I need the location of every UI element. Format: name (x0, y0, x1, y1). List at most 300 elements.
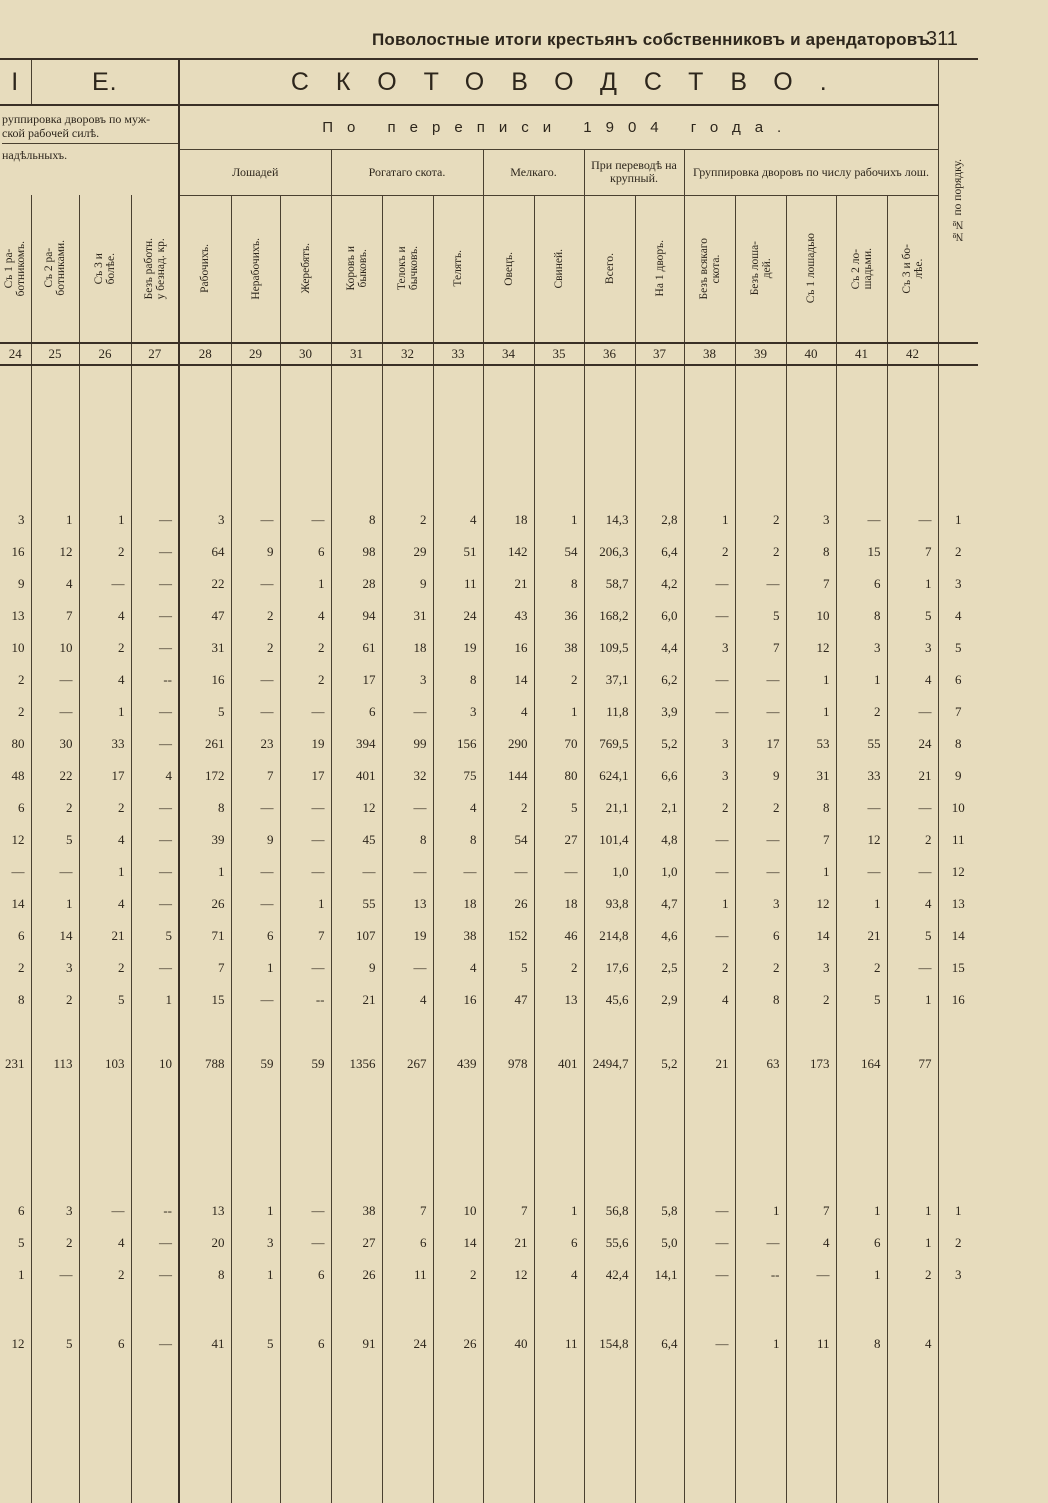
spacer-mid2-cell (79, 1284, 131, 1321)
spacer-top-cell (79, 365, 131, 497)
table-cell: 1 (684, 881, 735, 913)
table-cell: 1 (836, 1188, 887, 1220)
table-cell: 2 (684, 785, 735, 817)
table-cell: 4 (684, 977, 735, 1009)
table-row (0, 817, 978, 849)
spacer-mid-cell (433, 1009, 483, 1041)
spacer-mid2-cell (735, 1284, 786, 1321)
column-number: 30 (280, 343, 331, 365)
table-cell: — (231, 881, 280, 913)
spacer-top-cell (382, 365, 433, 497)
table-cell: 64 (179, 529, 231, 561)
table-cell: — (131, 593, 179, 625)
column-number-blank (938, 343, 978, 365)
table-cell: 4,8 (635, 817, 684, 849)
spacer-mid-cell (887, 1009, 938, 1041)
col-header-32: Телокъ и бычковъ. (382, 195, 433, 343)
table-cell: 11 (534, 1321, 584, 1353)
table-cell: — (280, 1220, 331, 1252)
table-cell: 3 (887, 625, 938, 657)
table-cell: 11 (382, 1252, 433, 1284)
table-cell: 2 (483, 785, 534, 817)
table-cell: 24 (433, 593, 483, 625)
table-cell: 1 (79, 497, 131, 529)
table-cell: 4 (382, 977, 433, 1009)
row-number: 12 (938, 849, 978, 881)
page-number: 311 (926, 28, 958, 50)
table-cell: 4 (79, 657, 131, 689)
table-cell: -- (735, 1252, 786, 1284)
spacer-mid-cell (331, 1009, 382, 1041)
table-cell: 1 (836, 657, 887, 689)
spacer-section-cell (0, 1073, 31, 1188)
table-cell: 18 (382, 625, 433, 657)
table-cell: 21 (483, 561, 534, 593)
table-row (0, 1188, 978, 1220)
col-header-25: Съ 2 ра- ботниками. (31, 195, 79, 343)
table-cell: 8 (735, 977, 786, 1009)
table-cell: 21 (684, 1041, 735, 1073)
column-number: 33 (433, 343, 483, 365)
table-cell: 3 (684, 753, 735, 785)
table-cell: 8 (786, 785, 836, 817)
table-cell: 12 (11, 1335, 25, 1351)
table-cell: 6 (534, 1220, 584, 1252)
table-cell: 55,6 (584, 1220, 635, 1252)
table-cell: 2 (735, 529, 786, 561)
table-cell: — (280, 1188, 331, 1220)
table-row (0, 753, 978, 785)
column-number: 39 (735, 343, 786, 365)
table-cell: 1 (534, 689, 584, 721)
table-cell: 978 (483, 1041, 534, 1073)
row-number: 8 (938, 721, 978, 753)
table-cell: — (331, 849, 382, 881)
table-cell: 10 (11, 639, 25, 655)
table-cell: 2 (887, 817, 938, 849)
spacer-mid2-cell (31, 1284, 79, 1321)
table-cell: 4 (534, 1252, 584, 1284)
table-cell: 14,3 (584, 497, 635, 529)
table-cell: 13 (179, 1188, 231, 1220)
spacer-section-cell (79, 1073, 131, 1188)
column-number: 34 (483, 343, 534, 365)
table-cell: 14 (483, 657, 534, 689)
table-cell: — (382, 945, 433, 977)
table-cell: 16 (483, 625, 534, 657)
spacer-bottom-cell (786, 1353, 836, 1503)
spacer-bottom-cell (735, 1353, 786, 1503)
spacer-mid2-cell (331, 1284, 382, 1321)
table-cell: 11,8 (584, 689, 635, 721)
row-number: 4 (938, 593, 978, 625)
table-cell: 6,4 (635, 529, 684, 561)
table-cell: 2 (887, 1252, 938, 1284)
table-cell: 3 (433, 689, 483, 721)
table-cell: 2 (280, 657, 331, 689)
table-cell: 16 (179, 657, 231, 689)
table-cell: — (79, 1188, 131, 1220)
group-workforce-header: руппировка дворовъ по муж- ской рабочей силѣ. надѣльныхъ. (0, 105, 179, 195)
table-cell: 1 (280, 561, 331, 593)
table-cell: 7 (786, 1188, 836, 1220)
column-number: 31 (331, 343, 382, 365)
table-cell: 5 (836, 977, 887, 1009)
table-cell: 5 (179, 689, 231, 721)
table-cell: — (231, 689, 280, 721)
table-cell: 5 (887, 593, 938, 625)
spacer-mid (0, 1009, 978, 1041)
table-cell: 99 (382, 721, 433, 753)
table-cell: 3 (684, 625, 735, 657)
table-cell: 1 (231, 1252, 280, 1284)
table-cell: — (887, 497, 938, 529)
spacer-top-cell (0, 365, 31, 497)
table-cell: — (382, 689, 433, 721)
table-cell: 1356 (331, 1041, 382, 1073)
table-cell: 71 (179, 913, 231, 945)
table-cell: 4 (79, 593, 131, 625)
table-cell: 13 (11, 607, 25, 623)
table-cell: 9 (231, 817, 280, 849)
table-cell: 164 (836, 1041, 887, 1073)
table-cell: 7 (31, 593, 79, 625)
table-cell: 8 (331, 497, 382, 529)
col-header-27: Безъ работн. у безнад. кр. (131, 195, 179, 343)
table-cell: 109,5 (584, 625, 635, 657)
table-cell: 7 (280, 913, 331, 945)
spacer-top-cell (584, 365, 635, 497)
spacer-mid-cell (584, 1009, 635, 1041)
spacer-section-cell (231, 1073, 280, 1188)
spacer-top-cell (887, 365, 938, 497)
row-number: 14 (938, 913, 978, 945)
table-cell: 152 (483, 913, 534, 945)
table-cell: 28 (331, 561, 382, 593)
table-cell: 2 (31, 785, 79, 817)
table-cell: 1 (786, 689, 836, 721)
table-cell: 6 (331, 689, 382, 721)
spacer-bottom-cell (684, 1353, 735, 1503)
column-number: 42 (887, 343, 938, 365)
table-cell: 24 (382, 1321, 433, 1353)
table-cell: — (231, 785, 280, 817)
table-cell: 5,0 (635, 1220, 684, 1252)
table-cell: — (382, 785, 433, 817)
table-cell: 3 (735, 881, 786, 913)
table-cell: 2 (79, 529, 131, 561)
spacer-section-cell (382, 1073, 433, 1188)
column-number: 41 (836, 343, 887, 365)
table-cell: -- (131, 1188, 179, 1220)
table-cell: 94 (331, 593, 382, 625)
table-cell: — (280, 497, 331, 529)
table-cell: 5 (483, 945, 534, 977)
table-cell: 42,4 (584, 1252, 635, 1284)
spacer-bottom-cell (179, 1353, 231, 1503)
table-cell: 77 (887, 1041, 938, 1073)
table-cell: 14 (11, 895, 25, 911)
table-cell: 4,2 (635, 561, 684, 593)
table-cell: 1 (887, 1220, 938, 1252)
table-cell: 6 (18, 799, 25, 815)
table-cell: — (836, 785, 887, 817)
spacer-bottom-cell (231, 1353, 280, 1503)
table-cell: 36 (534, 593, 584, 625)
spacer-section-cell (534, 1073, 584, 1188)
table-cell: 21 (887, 753, 938, 785)
spacer-mid-cell (382, 1009, 433, 1041)
spacer-bottom-cell (331, 1353, 382, 1503)
table-cell: — (280, 849, 331, 881)
spacer-section-cell (938, 1073, 978, 1188)
table-cell: — (735, 689, 786, 721)
table-cell: 18 (433, 881, 483, 913)
table-cell: — (131, 561, 179, 593)
table-cell: 10 (131, 1041, 179, 1073)
row-number: 13 (938, 881, 978, 913)
table-cell: 4 (433, 945, 483, 977)
spacer-section-cell (131, 1073, 179, 1188)
column-numbers-row (0, 343, 978, 365)
table-cell: 1 (79, 689, 131, 721)
table-cell: 7 (382, 1188, 433, 1220)
table-cell: 43 (483, 593, 534, 625)
row-number: 2 (938, 529, 978, 561)
col-header-38: Безъ всякаго скота. (684, 195, 735, 343)
total-row (0, 1321, 978, 1353)
spacer-mid-cell (938, 1009, 978, 1041)
table-cell: 11 (786, 1321, 836, 1353)
col-header-36: Всего. (584, 195, 635, 343)
column-number: 28 (179, 343, 231, 365)
table-cell: 7 (786, 561, 836, 593)
table-cell: — (786, 1252, 836, 1284)
table-cell: — (684, 689, 735, 721)
table-cell: 11 (433, 561, 483, 593)
column-number: 35 (534, 343, 584, 365)
spacer-mid2-cell (635, 1284, 684, 1321)
spacer-mid-cell (684, 1009, 735, 1041)
section-title: СКОТОВОДСТВО. (179, 59, 938, 105)
table-cell: 38 (534, 625, 584, 657)
cattle-header: Рогатаго скота. (331, 149, 483, 195)
table-cell: 2,8 (635, 497, 684, 529)
spacer-bottom-cell (938, 1353, 978, 1503)
table-cell: — (231, 977, 280, 1009)
table-cell: — (887, 689, 938, 721)
table-cell: — (231, 849, 280, 881)
table-cell: 7 (887, 529, 938, 561)
table-cell: — (483, 849, 534, 881)
spacer-section-cell (584, 1073, 635, 1188)
spacer-mid-cell (0, 1009, 31, 1041)
spacer-mid-cell (735, 1009, 786, 1041)
table-cell: 80 (534, 753, 584, 785)
spacer-bottom-cell (382, 1353, 433, 1503)
table-cell: 2 (534, 945, 584, 977)
table-cell: 6,4 (635, 1321, 684, 1353)
table-cell: 63 (735, 1041, 786, 1073)
table-cell: — (131, 881, 179, 913)
table-cell: 5 (534, 785, 584, 817)
table-cell: 206,3 (584, 529, 635, 561)
table-cell: 59 (280, 1041, 331, 1073)
spacer-section-cell (635, 1073, 684, 1188)
table-cell: 2,9 (635, 977, 684, 1009)
spacer-bottom-cell (887, 1353, 938, 1503)
table-cell: 5 (79, 977, 131, 1009)
table-cell: 8 (179, 1252, 231, 1284)
table-cell: 5,2 (635, 1041, 684, 1073)
table-cell: 113 (31, 1041, 79, 1073)
table-cell: 1 (280, 881, 331, 913)
table-cell: — (280, 817, 331, 849)
table-cell: — (836, 497, 887, 529)
table-cell: — (280, 689, 331, 721)
table-cell: 2 (735, 945, 786, 977)
table-cell: 8 (534, 561, 584, 593)
table-cell: 2 (382, 497, 433, 529)
table-cell: 8 (179, 785, 231, 817)
table-cell: 13 (382, 881, 433, 913)
col-header-42: Съ 3 и бо- лѣе. (887, 195, 938, 343)
table-cell: — (684, 1252, 735, 1284)
table-row (0, 881, 978, 913)
table-cell: 14,1 (635, 1252, 684, 1284)
table-cell: 14 (31, 913, 79, 945)
table-cell: 788 (179, 1041, 231, 1073)
table-cell: 290 (483, 721, 534, 753)
table-cell: 3 (18, 511, 25, 527)
small-livestock-header: Мелкаго. (483, 149, 584, 195)
row-number: 15 (938, 945, 978, 977)
table-cell: 2,1 (635, 785, 684, 817)
table-cell: 261 (179, 721, 231, 753)
table-cell: 6 (836, 1220, 887, 1252)
table-cell: 19 (382, 913, 433, 945)
table-cell: — (735, 817, 786, 849)
spacer-section-cell (786, 1073, 836, 1188)
table-cell: 3 (684, 721, 735, 753)
table-cell: 46 (534, 913, 584, 945)
spacer-mid2-cell (786, 1284, 836, 1321)
spacer-top-cell (433, 365, 483, 497)
table-row (0, 657, 978, 689)
table-cell: 1 (786, 849, 836, 881)
spacer-top-cell (938, 365, 978, 497)
table-cell: 2 (735, 497, 786, 529)
table-cell: 624,1 (584, 753, 635, 785)
table-row (0, 625, 978, 657)
row-number-header: №№ по порядку. (938, 59, 978, 343)
table-cell: 9 (382, 561, 433, 593)
table-cell: 32 (382, 753, 433, 785)
horses-header: Лошадей (179, 149, 331, 195)
horse-grouping-header: Группировка дворовъ по числу рабочихъ лош. (684, 149, 938, 195)
col-header-24: Съ 1 ра- ботникомъ. (3, 240, 28, 296)
table-cell: 142 (483, 529, 534, 561)
table-cell: 4 (131, 753, 179, 785)
column-number: 24 (8, 345, 22, 361)
table-cell: 22 (179, 561, 231, 593)
table-cell: 17,6 (584, 945, 635, 977)
spacer-top-cell (635, 365, 684, 497)
table-cell: 769,5 (584, 721, 635, 753)
spacer-top-cell (31, 365, 79, 497)
table-cell: 7 (735, 625, 786, 657)
spacer-mid2-cell (231, 1284, 280, 1321)
table-row (0, 561, 978, 593)
table-cell: 9 (735, 753, 786, 785)
table-cell: 17 (280, 753, 331, 785)
row-number-blank (938, 1041, 978, 1073)
table-cell: 56,8 (584, 1188, 635, 1220)
table-cell: 1 (534, 497, 584, 529)
table-cell: 75 (433, 753, 483, 785)
table-cell: 2 (280, 625, 331, 657)
spacer-section-cell (684, 1073, 735, 1188)
table-cell: — (231, 561, 280, 593)
spacer-mid2-cell (131, 1284, 179, 1321)
table-cell: 26 (433, 1321, 483, 1353)
col-header-40: Съ 1 лошадью (786, 195, 836, 343)
table-cell: — (231, 497, 280, 529)
table-row (0, 689, 978, 721)
section-letter: Е. (31, 59, 179, 105)
table-cell: 3 (786, 497, 836, 529)
table-cell: — (131, 689, 179, 721)
table-cell: 27 (331, 1220, 382, 1252)
table-cell: 5 (31, 1321, 79, 1353)
table-cell: — (79, 561, 131, 593)
table-cell: 401 (331, 753, 382, 785)
row-number: 9 (938, 753, 978, 785)
spacer-mid-cell (534, 1009, 584, 1041)
table-cell: 1 (231, 945, 280, 977)
spacer-top-cell (836, 365, 887, 497)
spacer-bottom-cell (280, 1353, 331, 1503)
census-header: По переписи 1904 года. (179, 105, 938, 149)
table-cell: 20 (179, 1220, 231, 1252)
table-cell: 2 (79, 785, 131, 817)
table-cell: 12 (786, 625, 836, 657)
table-cell: — (684, 1220, 735, 1252)
spacer-mid-cell (786, 1009, 836, 1041)
table-body (0, 343, 978, 1503)
table-cell: 23 (231, 721, 280, 753)
total-row (0, 1041, 978, 1073)
table-cell: 6 (18, 927, 25, 943)
table-cell: 3 (31, 1188, 79, 1220)
table-cell: 2 (79, 1252, 131, 1284)
table-row (0, 721, 978, 753)
table-cell: 80 (11, 735, 25, 751)
table-cell: 5,2 (635, 721, 684, 753)
row-number: 10 (938, 785, 978, 817)
table-cell: 5 (31, 817, 79, 849)
table-cell: 45 (331, 817, 382, 849)
table-cell: 101,4 (584, 817, 635, 849)
table-cell: 48 (11, 767, 25, 783)
spacer-mid-cell (483, 1009, 534, 1041)
table-cell: — (684, 1321, 735, 1353)
table-cell: 9 (231, 529, 280, 561)
table-cell: 173 (786, 1041, 836, 1073)
table-cell: — (131, 1321, 179, 1353)
table-cell: 93,8 (584, 881, 635, 913)
table-cell: 401 (534, 1041, 584, 1073)
